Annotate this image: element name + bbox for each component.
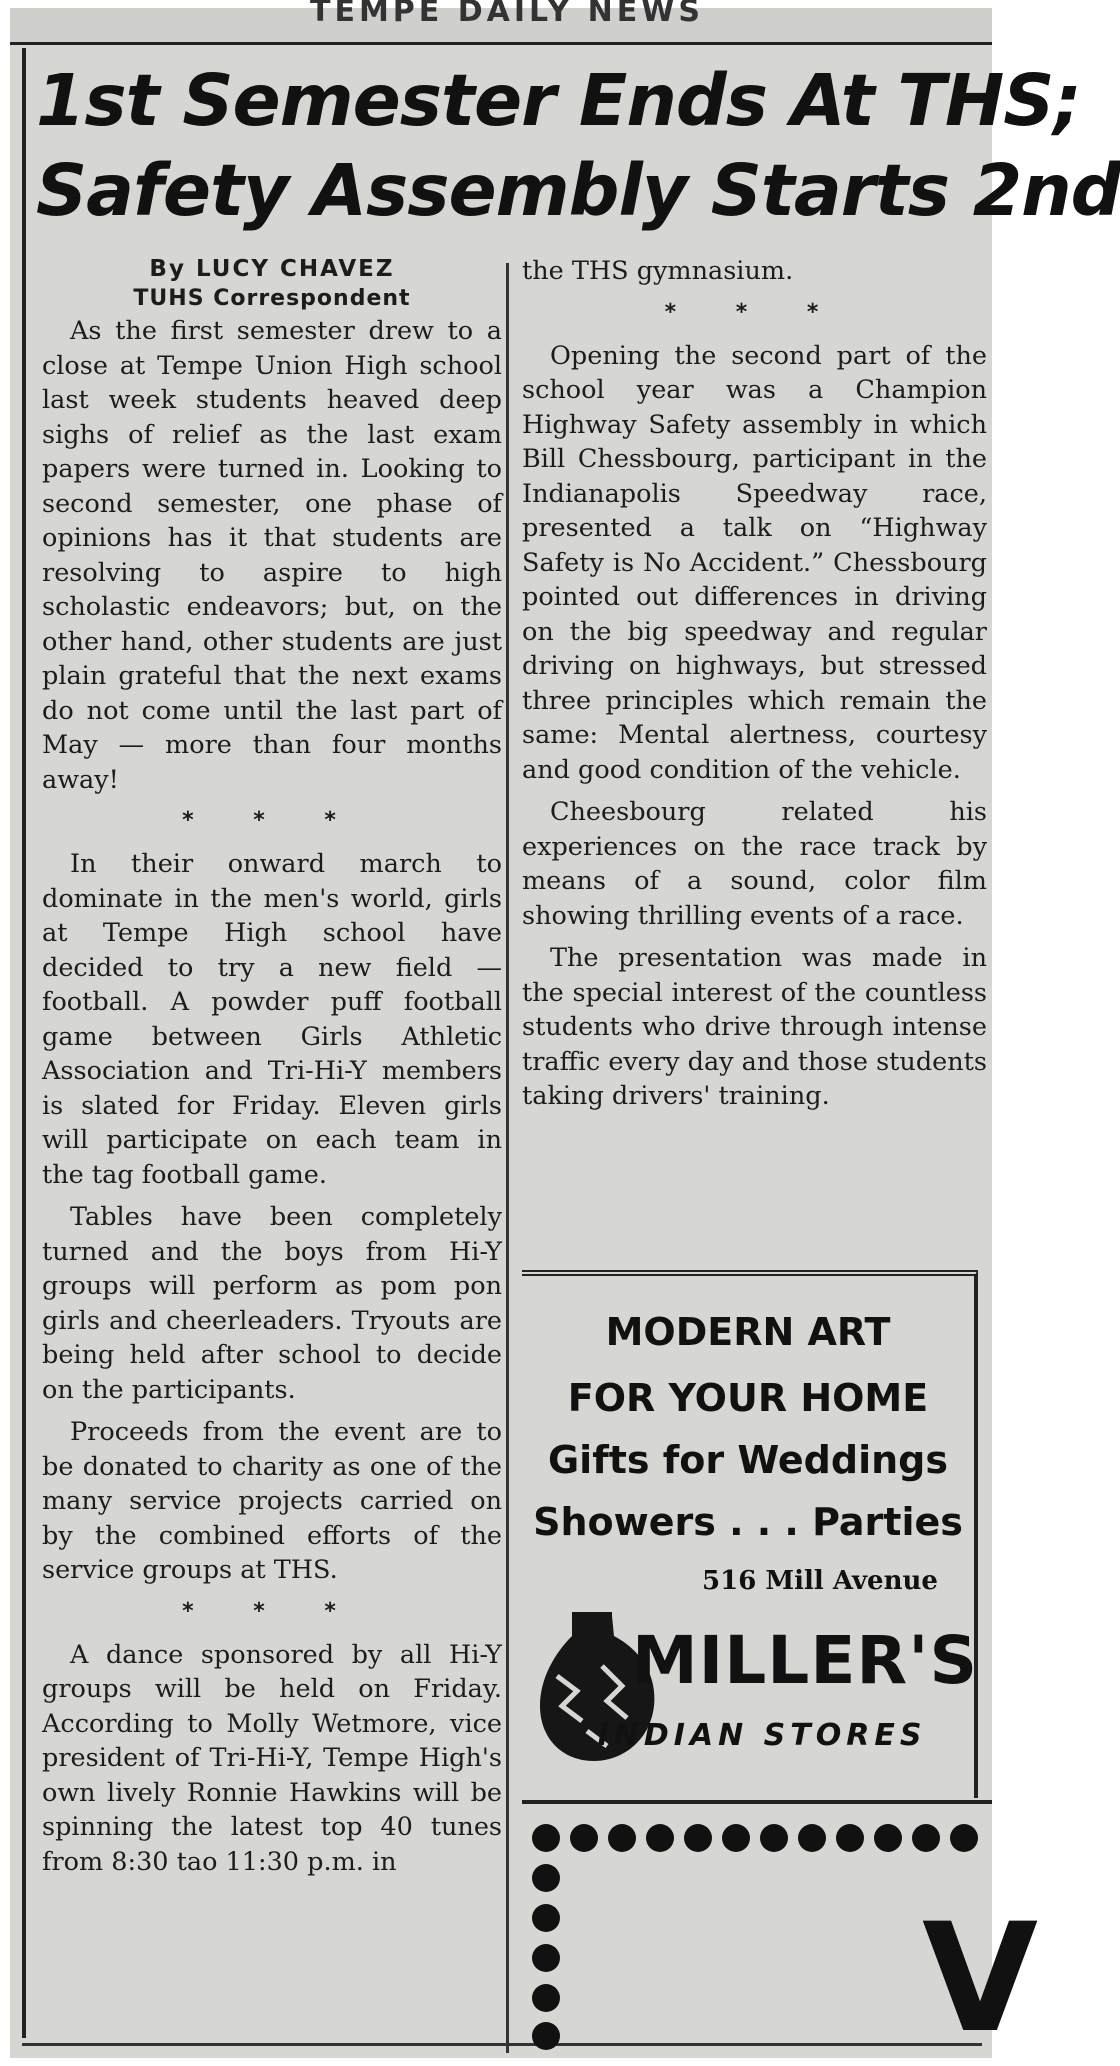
left-border-rule [22,48,26,2038]
byline-title: TUHS Correspondent [133,286,411,311]
ad-line-modern-art: MODERN ART [605,1310,891,1354]
partial-advertisement [522,1800,1039,2066]
ad-line-gifts: Gifts for Weddings [547,1438,948,1482]
ad-line-showers: Showers . . . Parties [533,1500,963,1544]
article-paragraph: Opening the second part of the school year was a Champion Highway Safety assembly in which Bill Chessbourg, participant in the Indianapolis Speedway race, presented a talk on “Highway Safety is No Accident.” Chessbourg pointed out differences in driving on the big speedway and regular driving on highways, but stressed three principles which remain the same: Mental alertness, courtesy and good condition of the vehicle. [522,340,987,785]
ad-brand: MILLER'S [632,1622,978,1699]
masthead-text: TEMPE DAILY NEWS [310,0,704,29]
article-paragraph: Cheesbourg related his experiences on the race track by means of a sound, color film showing thrilling events of a race. [522,797,987,931]
article-paragraph: Proceeds from the event are to be donated to charity as one of the many service projects carried on by the combined efforts of the service groups at THS. [42,1417,502,1585]
article-column-right [522,254,987,1122]
headline-line-1: 1st Semester Ends At THS; [36,59,1081,142]
ad-line-home: FOR YOUR HOME [567,1376,929,1420]
column-divider [506,263,509,2053]
section-separator: * * * [182,808,362,833]
article-paragraph: As the first semester drew to a close at Tempe Union High school last week students heaved deep sighs of relief as the last exam papers were turned in. Looking to second semester, one phase of opinions has it that students are resolving to aspire to high scholastic endeavors; but, on the other hand, other students are just plain grateful that the next exams do not come until the last part of May — more than four months away! [42,316,502,795]
article-paragraph: The presentation was made in the special interest of the countless students who drive through intense traffic every day and those students taking drivers' training. [522,943,987,1111]
article-paragraph: A dance sponsored by all Hi-Y groups will be held on Friday. According to Molly Wetmore, vice president of Tri-Hi-Y, Tempe High's own lively Ronnie Hawkins will be spinning the latest top 40 tunes from 8:30 tao 11:30 p.m. in [42,1639,502,1877]
headline [36,56,1120,236]
newspaper-clipping [10,0,1120,2066]
article-paragraph: In their onward march to dominate in the men's world, girls at Tempe High school have decided to try a new field — football. A powder puff football game between Girls Athletic Association and Tri-Hi-Y members is slated for Friday. Eleven girls will participate on each team in the tag football game. [42,849,502,1190]
article-paragraph: Tables have been completely turned and the boys from Hi-Y groups will perform as pom pon girls and cheerleaders. Tryouts are being held after school to decide on the participants. [42,1202,502,1405]
section-separator: * * * [664,299,845,325]
ad-address: 516 Mill Avenue [702,1566,938,1596]
ad-subtitle: INDIAN STORES [597,1718,927,1753]
article-column-left [42,254,502,1887]
article-paragraph-continued: the THS gymnasium. [522,256,794,286]
headline-line-2: Safety Assembly Starts 2nd [36,149,1120,232]
ad2-letter: V [922,1892,1039,2066]
millers-advertisement [522,1270,978,1798]
byline-author: By LUCY CHAVEZ [149,256,395,282]
masthead-strip [10,0,992,45]
section-separator: * * * [182,1598,362,1624]
